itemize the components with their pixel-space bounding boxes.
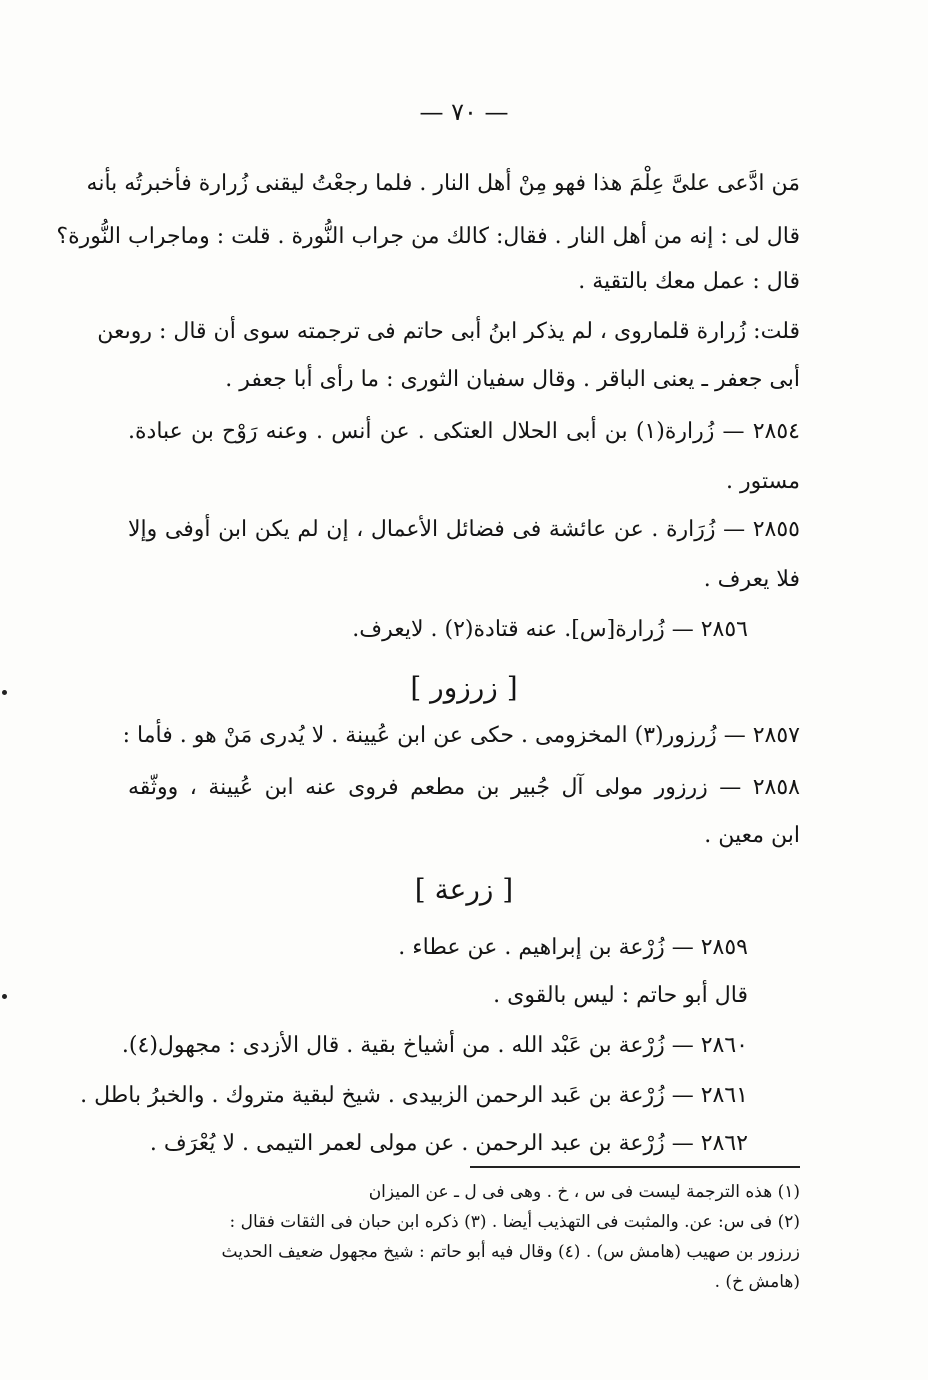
text-line: أبى جعفر ـ يعنى الباقر . وقال سفيان الثورى : ما رأى أبا جعفر . (225, 367, 800, 392)
text-line: ابن معين . (704, 823, 800, 848)
footnote: (٢) فى س: عن. والمثبت فى التهذيب أيضا . (٣) ذكره ابن حبان فى الثقات فقال : (229, 1212, 800, 1232)
footnote: (١) هذه الترجمة ليست فى س ، خ . وهى فى ل ـ عن الميزان (368, 1182, 800, 1202)
text-line: فلا يعرف . (703, 567, 800, 592)
entry-2861: ٢٨٦١ — زُرْعة بن عَبد الرحمن الزبيدى . شيخ لبقية متروك . والخبرُ باطل . (80, 1083, 748, 1108)
entry-2862: ٢٨٦٢ — زُرْعة بن عبد الرحمن . عن مولى لعمر التيمى . لا يُعْرَف . (149, 1131, 748, 1156)
footnote: زرزور بن صهيب (هامش س) . (٤) وقال فيه أبو حاتم : شيخ مجهول ضعيف الحديث (221, 1242, 800, 1262)
entry-2860: ٢٨٦٠ — زُرْعة بن عَبْد الله . من أشياخ بقية . قال الأزدى : مجهول(٤). (121, 1033, 748, 1058)
entry-2857: ٢٨٥٧ — زُرزور(٣) المخزومى . حكى عن ابن عُيينة . لا يُدرى مَنْ هو . فأما : (122, 723, 800, 748)
scan-speck (2, 690, 7, 695)
text-line: قال : عمل معك بالتقية . (578, 269, 800, 294)
section-heading-zarzur: [ زرزور ] (410, 671, 518, 704)
text-line: قال أبو حاتم : ليس بالقوى . (493, 983, 748, 1008)
entry-2859: ٢٨٥٩ — زُرْعة بن إبراهيم . عن عطاء . (398, 935, 748, 960)
scan-speck (2, 994, 7, 999)
entry-2858: ٢٨٥٨ — زرزور مولى آل جُبير بن مطعم فروى عنه ابن عُيينة ، ووثّقه (128, 775, 800, 800)
entry-2856: ٢٨٥٦ — زُرارة[س]. عنه قتادة(٢) . لايعرف. (352, 617, 748, 642)
page-number: — ٧٠ — (419, 98, 509, 126)
text-line: مستور . (725, 469, 800, 494)
footnote: (هامش خ) . (714, 1272, 800, 1292)
entry-2854: ٢٨٥٤ — زُرارة(١) بن أبى الحلال العتكى . عن أنس . وعنه رَوْح بن عبادة. (128, 419, 800, 444)
footnote-separator (470, 1166, 800, 1168)
text-line: قال لى : إنه من أهل النار . فقال: كالك من جراب النُّورة . قلت : وماجراب النُّورة؟ (56, 224, 800, 249)
entry-2855: ٢٨٥٥ — زُرَارة . عن عائشة فى فضائل الأعمال ، إن لم يكن ابن أوفى وإلا (128, 517, 800, 542)
section-heading-zura: [ زرعة ] (414, 873, 514, 906)
text-line: قلت: زُرارة قلماروى ، لم يذكر ابنُ أبى حاتم فى ترجمته سوى أن قال : روىعن (97, 319, 800, 344)
text-line: مَن ادَّعى علىَّ عِلْمَ هذا فهو مِنْ أهل النار . فلما رجعْتُ ليقنى زُرارة فأخبرتُه بأنه (86, 171, 800, 196)
